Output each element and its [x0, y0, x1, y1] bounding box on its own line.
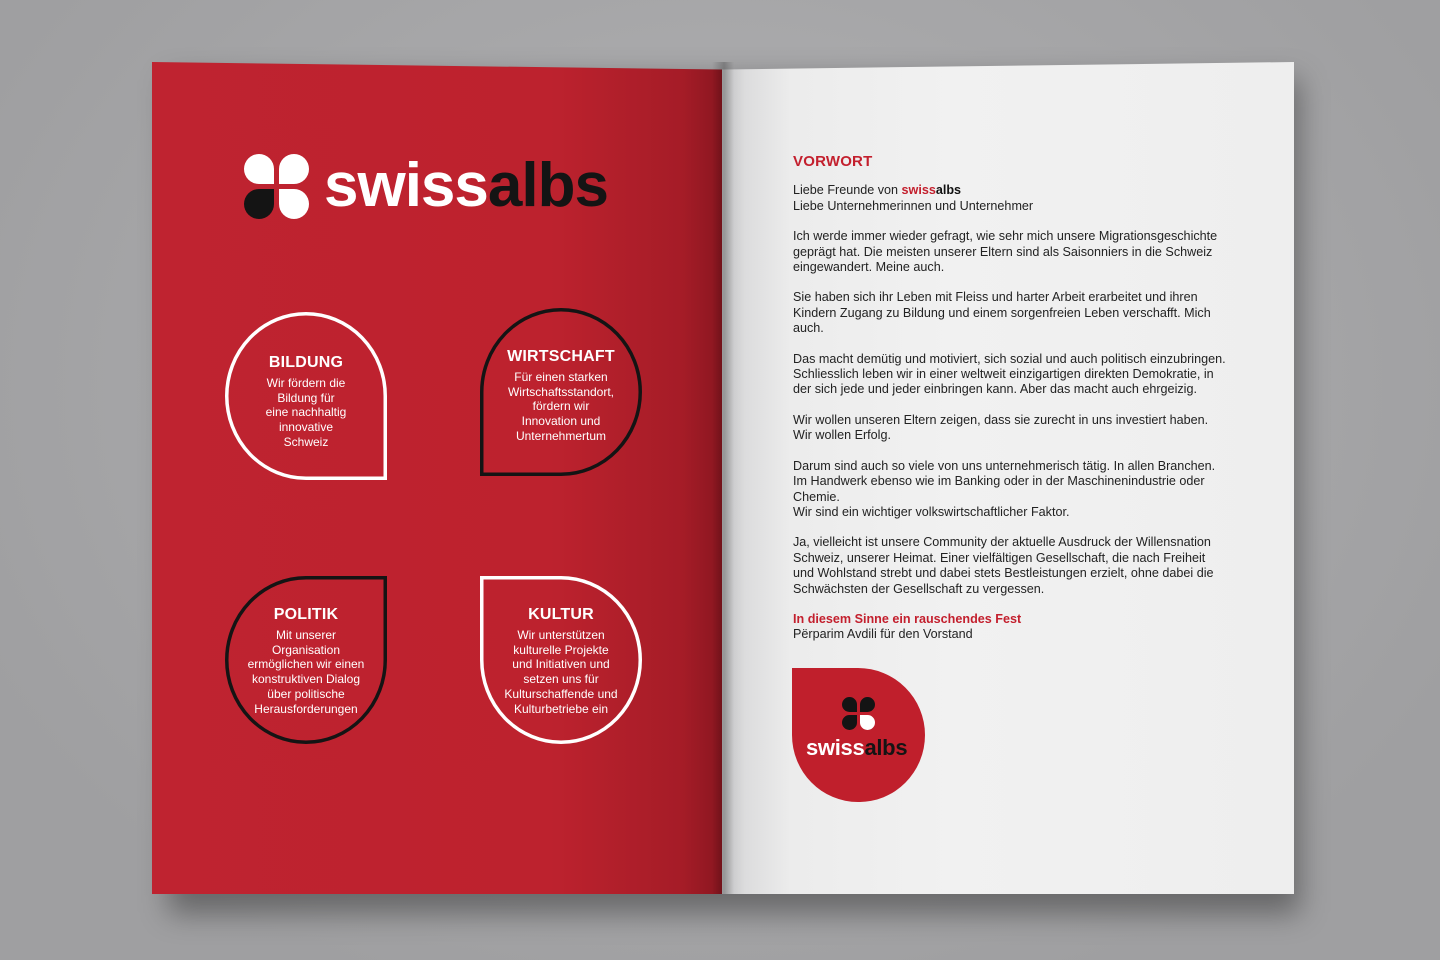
greeting-line2: Liebe Unternehmerinnen und Unternehmer — [793, 198, 1034, 213]
section-text-line: kulturelle Projekte — [513, 642, 609, 657]
foreword-line: Kindern Zugang zu Bildung und einem sorgenfreien Leben verschafft. Mich — [793, 305, 1211, 320]
foreword-line: Schwächsten der Gesellschaft zu vergessen. — [793, 581, 1045, 596]
section-content — [243, 354, 369, 450]
section-text-line: Innovation und — [521, 414, 601, 429]
foreword-paragraph — [793, 413, 1233, 444]
brand-wordmark — [324, 151, 608, 220]
section-text-line: und Initiativen und — [512, 657, 610, 672]
brand-logo — [244, 152, 608, 220]
brochure-spine — [712, 62, 734, 894]
section-text — [498, 370, 624, 444]
foreword-line: Sie haben sich ihr Leben mit Fleiss und harter Arbeit erarbeitet und ihren — [793, 290, 1198, 305]
section-title: WIRTSCHAFT — [507, 348, 615, 365]
greeting-line1: Liebe Freunde von — [793, 183, 902, 198]
foreword-line: Chemie. — [793, 489, 840, 504]
section-text-line: Bildung für — [277, 390, 335, 405]
section-text-line: setzen uns für — [523, 672, 599, 687]
section-content — [243, 606, 369, 716]
signature: Përparim Avdili für den Vorstand — [793, 627, 973, 642]
logo-dot-white-bl — [842, 715, 857, 730]
section-text — [498, 628, 624, 716]
section-text-line: Wir fördern die — [266, 376, 346, 390]
logo-dot-black-tr — [860, 697, 875, 712]
brand-logo-small — [792, 668, 925, 802]
section-text-line: Wir unterstützen — [517, 628, 605, 642]
section-text-line: Kulturbetriebe ein — [513, 701, 609, 716]
section-text-line: Herausforderungen — [254, 701, 358, 716]
foreword-body — [793, 229, 1233, 597]
foreword-paragraph — [793, 535, 1233, 597]
section-text-line: Schweiz — [283, 434, 329, 449]
section-title: POLITIK — [273, 606, 339, 623]
foreword-line: Ich werde immer wieder gefragt, wie sehr mich unsere Migrationsgeschichte — [793, 229, 1218, 244]
foreword-paragraph — [793, 459, 1233, 521]
closing-line: In diesem Sinne ein rauschendes Fest — [793, 611, 1022, 626]
section-text-line: innovative — [278, 420, 334, 435]
foreword-line: Wir wollen Erfolg. — [793, 428, 891, 443]
section-bildung — [225, 312, 387, 480]
foreword-line: geprägt hat. Die meisten unserer Eltern sind als Saisonniers in die Schweiz — [793, 244, 1213, 259]
section-text-line: eine nachhaltig — [265, 405, 347, 420]
section-text-line: Kulturschaffende und — [504, 686, 618, 701]
foreword-line: Das macht demütig und motiviert, sich sozial und auch politisch einzubringen. — [793, 351, 1226, 366]
foreword-line: Ja, vielleicht ist unsere Community der aktuelle Ausdruck der Willensnation — [793, 535, 1211, 550]
greeting-brand-part2: albs — [935, 183, 962, 198]
section-content — [498, 606, 624, 716]
section-text-line: Mit unserer — [275, 628, 337, 642]
foreword-line: Wir wollen unseren Eltern zeigen, dass sie zurecht in uns investiert haben. — [793, 412, 1209, 427]
logo-dot-black-tl — [842, 697, 857, 712]
greeting — [793, 183, 1233, 214]
brand-name-part1: swiss — [324, 151, 488, 220]
foreword-line: Im Handwerk ebenso wie im Banking oder in der Maschinenindustrie oder — [793, 474, 1205, 489]
section-text-line: Wirtschaftsstandort, — [507, 384, 615, 399]
foreword — [793, 154, 1233, 643]
logo-dot-black-bl — [244, 189, 274, 219]
brand-name-part1-small: swiss — [806, 735, 865, 760]
foreword-line: Wir sind ein wichtiger volkswirtschaftlicher Faktor. — [793, 504, 1070, 519]
brand-wordmark-small — [806, 735, 907, 761]
section-text-line: konstruktiven Dialog — [251, 672, 361, 687]
foreword-paragraph — [793, 352, 1233, 398]
brand-name-part2: albs — [487, 151, 608, 220]
brand-name-part2-small: albs — [864, 735, 908, 760]
foreword-paragraph — [793, 290, 1233, 336]
foreword-line: Schweiz, unserer Heimat. Einer vielfältigen Gesellschaft, die nach Freiheit — [793, 550, 1206, 565]
section-politik — [225, 576, 387, 744]
section-kultur — [480, 576, 642, 744]
foreword-line: eingewandert. Meine auch. — [793, 260, 945, 275]
section-text-line: Für einen starken — [514, 370, 608, 384]
section-text-line: ermöglichen wir einen — [247, 657, 365, 672]
section-text — [243, 628, 369, 716]
section-text-line: Organisation — [271, 642, 341, 657]
section-title: KULTUR — [528, 606, 594, 623]
closing — [793, 612, 1233, 643]
section-text-line: Unternehmertum — [515, 428, 607, 443]
section-title: BILDUNG — [268, 354, 344, 371]
logo-dot-white-br — [860, 715, 875, 730]
logo-dot-white-tl — [244, 154, 274, 184]
foreword-line: der sich jede und jeder einbringen kann. Aber das macht auch ehrgeizig. — [793, 382, 1197, 397]
foreword-line: Darum sind auch so viele von uns unternehmerisch tätig. In allen Branchen. — [793, 458, 1216, 473]
foreword-paragraph — [793, 229, 1233, 275]
foreword-line: und Wohlstand strebt und dabei stets Bestleistungen erzielt, ohne dabei die — [793, 566, 1214, 581]
logo-dot-white-br — [279, 189, 309, 219]
foreword-heading: VORWORT — [793, 153, 873, 170]
section-text-line: über politische — [267, 686, 345, 701]
section-text-line: fördern wir — [532, 399, 590, 414]
logo-mark-icon-small — [842, 697, 876, 731]
logo-mark-icon — [244, 152, 310, 220]
foreword-line: auch. — [793, 321, 824, 336]
greeting-brand-part1: swiss — [901, 183, 936, 198]
foreword-line: Schliesslich leben wir in einer weltweit einzigartigen direkten Demokratie, in — [793, 367, 1214, 382]
section-content — [498, 348, 624, 444]
section-wirtschaft — [480, 308, 642, 476]
section-text — [243, 376, 369, 450]
logo-dot-white-tr — [279, 154, 309, 184]
